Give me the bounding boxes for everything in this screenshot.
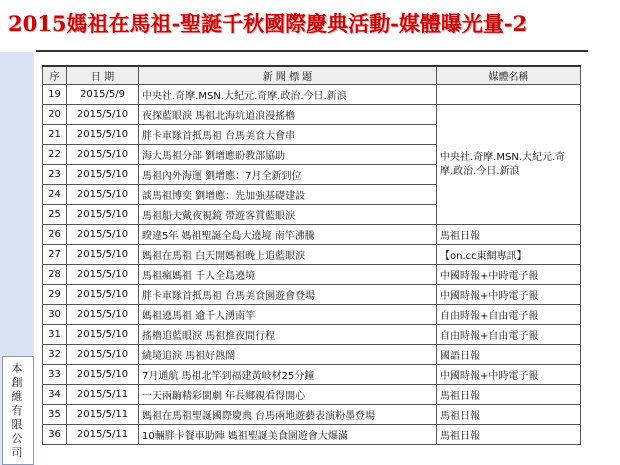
table-row <box>43 85 581 105</box>
cell-media: 自由時報+自由電子報 <box>437 325 581 345</box>
cell-media: 馬祖日報 <box>437 425 581 445</box>
cell-media: 中國時報+中時電子報 <box>437 365 581 385</box>
cell-media: 自由時報+自由電子報 <box>437 305 581 325</box>
table-row <box>43 265 581 285</box>
cell-date: 2015/5/10 <box>67 125 139 145</box>
header-seq: 序 <box>43 66 67 85</box>
cell-date: 2015/5/10 <box>67 165 139 185</box>
cell-seq: 23 <box>43 165 67 185</box>
company-char: 有 <box>11 404 23 417</box>
table-row <box>43 385 581 405</box>
cell-date: 2015/5/10 <box>67 285 139 305</box>
media-exposure-table <box>42 65 581 445</box>
cell-seq: 20 <box>43 105 67 125</box>
table-row <box>43 305 581 325</box>
company-name-vertical <box>2 362 32 460</box>
cell-headline: 胖卡車隊首抵馬祖 台馬美食園遊會登場 <box>139 285 437 305</box>
cell-headline: 海大馬祖分部 劉增應盼教部協助 <box>139 145 437 165</box>
cell-headline: 談馬祖博奕 劉增應：先加強基礎建設 <box>139 185 437 205</box>
cell-date: 2015/5/10 <box>67 305 139 325</box>
cell-headline: 睽違5年 媽祖聖誕全島大遶境 南竿沸騰 <box>139 225 437 245</box>
cell-headline: 夜探藍眼淚 馬祖北海坑道浪漫搖櫓 <box>139 105 437 125</box>
table-row <box>43 405 581 425</box>
table-row <box>43 245 581 265</box>
cell-headline: 10輛胖卡餐車助陣 媽祖聖誕美食園遊會大爆滿 <box>139 425 437 445</box>
cell-seq: 32 <box>43 345 67 365</box>
table-row <box>43 365 581 385</box>
cell-media: 【on.cc東網專訊】 <box>437 245 581 265</box>
cell-date: 2015/5/10 <box>67 345 139 365</box>
cell-date: 2015/5/10 <box>67 245 139 265</box>
table-row <box>43 225 581 245</box>
cell-date: 2015/5/11 <box>67 425 139 445</box>
company-char: 限 <box>11 418 23 431</box>
cell-date: 2015/5/10 <box>67 185 139 205</box>
cell-headline: 中央社.奇摩.MSN.大紀元.奇摩.政治.今日.新浪 <box>139 85 437 105</box>
cell-seq: 22 <box>43 145 67 165</box>
cell-seq: 21 <box>43 125 67 145</box>
cell-seq: 28 <box>43 265 67 285</box>
cell-date: 2015/5/9 <box>67 85 139 105</box>
cell-seq: 33 <box>43 365 67 385</box>
header-headline: 新 聞 標 題 <box>139 66 437 85</box>
cell-headline: 7月通航 馬祖北竿到福建黃岐材25分鐘 <box>139 365 437 385</box>
table-row <box>43 325 581 345</box>
cell-date: 2015/5/10 <box>67 265 139 285</box>
cell-media: 馬祖日報 <box>437 385 581 405</box>
cell-date: 2015/5/10 <box>67 225 139 245</box>
title-underline <box>36 50 588 52</box>
cell-seq: 29 <box>43 285 67 305</box>
table-row <box>43 285 581 305</box>
cell-date: 2015/5/10 <box>67 325 139 345</box>
table-row <box>43 105 581 125</box>
table-body <box>43 85 581 445</box>
cell-media-merged: 中央社.奇摩.MSN.大紀元.奇摩.政治.今日.新浪 <box>437 105 581 225</box>
cell-date: 2015/5/11 <box>67 385 139 405</box>
header-media: 媒體名稱 <box>437 66 581 85</box>
cell-media <box>437 85 581 105</box>
table-header-row <box>43 66 581 85</box>
company-char: 司 <box>11 446 23 459</box>
cell-headline: 媽祖在馬祖 白天開媽祖晚上追藍眼淚 <box>139 245 437 265</box>
header-date: 日 期 <box>67 66 139 85</box>
cell-seq: 30 <box>43 305 67 325</box>
cell-media: 中國時報+中時電子報 <box>437 265 581 285</box>
cell-media: 中國時報+中時電子報 <box>437 285 581 305</box>
slide-title: 2015媽祖在馬祖-聖誕千秋國際慶典活動-媒體曝光量-2 <box>8 11 528 36</box>
company-char: 本 <box>11 362 23 375</box>
table-row <box>43 425 581 445</box>
cell-seq: 24 <box>43 185 67 205</box>
cell-headline: 媽祖遶馬祖 逾千人湧南竿 <box>139 305 437 325</box>
cell-headline: 馬祖內外海運 劉增應：7月全新到位 <box>139 165 437 185</box>
cell-headline: 一天兩齣精彩閩劇 年長鄉親看得開心 <box>139 385 437 405</box>
cell-seq: 35 <box>43 405 67 425</box>
cell-seq: 31 <box>43 325 67 345</box>
cell-media: 國語日報 <box>437 345 581 365</box>
company-char: 創 <box>11 376 23 389</box>
cell-media: 馬祖日報 <box>437 405 581 425</box>
cell-seq: 36 <box>43 425 67 445</box>
company-char: 公 <box>11 432 23 445</box>
cell-media: 馬祖日報 <box>437 225 581 245</box>
cell-headline: 馬祖船夫戴夜視鏡 帶遊客賞藍眼淚 <box>139 205 437 225</box>
cell-headline: 馬祖瘋媽祖 千人全島遶境 <box>139 265 437 285</box>
cell-date: 2015/5/10 <box>67 205 139 225</box>
cell-headline: 胖卡車隊首抵馬祖 台馬美食大會串 <box>139 125 437 145</box>
cell-seq: 26 <box>43 225 67 245</box>
cell-seq: 34 <box>43 385 67 405</box>
cell-headline: 搖櫓追藍眼淚 馬祖推夜間行程 <box>139 325 437 345</box>
cell-seq: 27 <box>43 245 67 265</box>
cell-headline: 繞境追淚 馬祖好熱鬧 <box>139 345 437 365</box>
cell-seq: 19 <box>43 85 67 105</box>
table-row <box>43 345 581 365</box>
cell-date: 2015/5/10 <box>67 145 139 165</box>
cell-date: 2015/5/10 <box>67 105 139 125</box>
cell-seq: 25 <box>43 205 67 225</box>
company-char: 維 <box>11 390 23 403</box>
cell-date: 2015/5/10 <box>67 365 139 385</box>
cell-date: 2015/5/11 <box>67 405 139 425</box>
cell-headline: 媽祖在馬祖聖誕國際慶典 台馬兩地遊藝表演粉墨登場 <box>139 405 437 425</box>
